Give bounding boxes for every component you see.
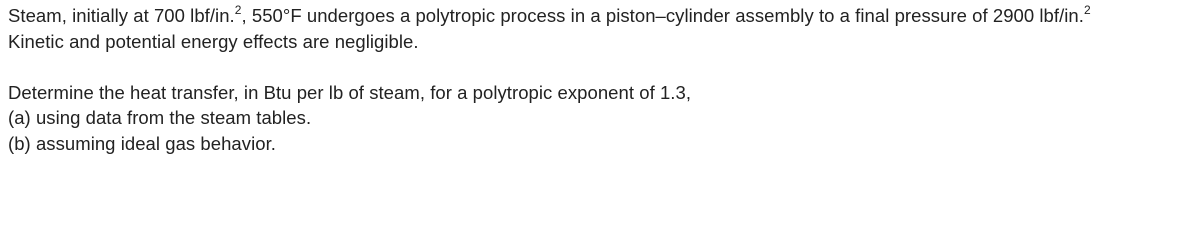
problem-statement bbox=[8, 3, 1198, 156]
superscript-squared: 2 bbox=[234, 2, 242, 17]
problem-question: Determine the heat transfer, in Btu per lb of steam, for a polytropic exponent of 1.3, bbox=[8, 81, 692, 103]
problem-line-1 bbox=[8, 3, 1198, 29]
problem-text-initial-state: Steam, initially at 700 lbf/in. bbox=[8, 5, 235, 26]
problem-text-process: , 550°F undergoes a polytropic process in a piston–cylinder assembly to a final pressure of 2900 lbf/in. bbox=[241, 5, 1084, 26]
problem-line-2: Kinetic and potential energy effects are negligible. bbox=[8, 30, 419, 52]
problem-part-a: (a) using data from the steam tables. bbox=[8, 107, 312, 128]
problem-part-b: (b) assuming ideal gas behavior. bbox=[8, 132, 276, 154]
superscript-squared: 2 bbox=[1083, 2, 1091, 17]
paragraph-spacer bbox=[8, 54, 1198, 80]
